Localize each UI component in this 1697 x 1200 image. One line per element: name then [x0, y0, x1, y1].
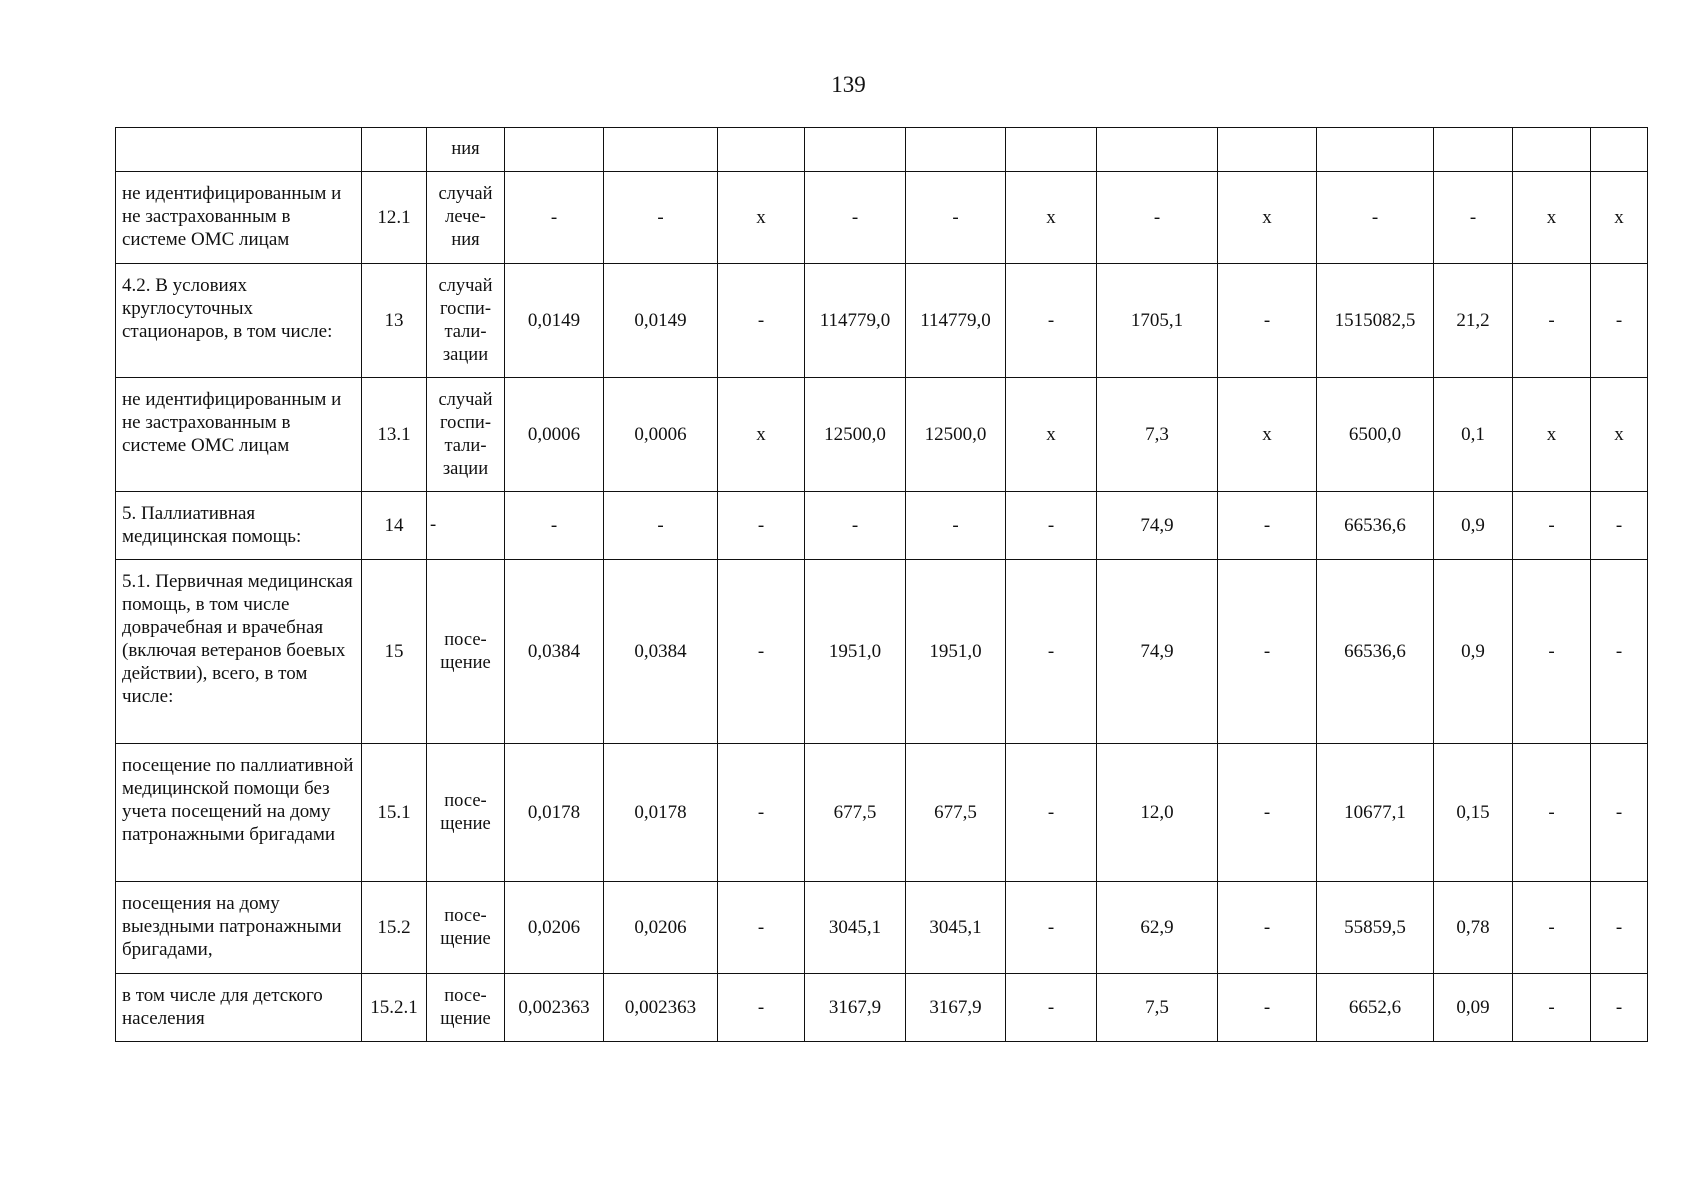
row-code-cell: 15.2 — [362, 882, 427, 974]
value-cell: 1705,1 — [1097, 264, 1218, 378]
value-cell: 0,9 — [1434, 560, 1513, 744]
value-cell: 114779,0 — [805, 264, 906, 378]
value-cell: - — [1218, 560, 1317, 744]
value-cell: 1515082,5 — [1317, 264, 1434, 378]
unit-cell — [427, 378, 505, 492]
value-cell: - — [805, 172, 906, 264]
unit-cell — [427, 560, 505, 744]
value-cell: - — [1591, 264, 1648, 378]
value-cell: - — [505, 492, 604, 560]
value-cell — [1218, 128, 1317, 172]
value-cell: - — [1513, 492, 1591, 560]
value-cell — [718, 128, 805, 172]
value-cell: - — [604, 492, 718, 560]
value-cell: - — [1006, 882, 1097, 974]
value-cell: - — [718, 882, 805, 974]
value-cell: 0,0384 — [505, 560, 604, 744]
row-name-cell: 5.1. Первичная медицинская помощь, в том числе доврачебная и врачебная (включая ветеранов боевых действии), всего, в том числе: — [116, 560, 362, 744]
data-table — [115, 127, 1648, 1042]
value-cell — [1513, 128, 1591, 172]
table-row — [116, 172, 1648, 264]
value-cell: 0,0149 — [505, 264, 604, 378]
unit-cell — [427, 264, 505, 378]
row-name-cell — [116, 128, 362, 172]
value-cell: х — [1006, 378, 1097, 492]
unit-line: - — [430, 515, 437, 535]
value-cell: 7,5 — [1097, 974, 1218, 1042]
value-cell: - — [1591, 560, 1648, 744]
value-cell: 0,0206 — [604, 882, 718, 974]
value-cell: - — [1591, 492, 1648, 560]
value-cell — [805, 128, 906, 172]
value-cell: х — [1218, 378, 1317, 492]
value-cell: - — [505, 172, 604, 264]
row-name-cell: 4.2. В условиях круглосуточных стационаров, в том числе: — [116, 264, 362, 378]
row-code-cell: 12.1 — [362, 172, 427, 264]
value-cell: - — [1591, 744, 1648, 882]
value-cell: х — [1006, 172, 1097, 264]
value-cell: - — [906, 172, 1006, 264]
unit-cell — [427, 128, 505, 172]
value-cell: - — [718, 492, 805, 560]
value-cell: х — [718, 172, 805, 264]
table-row — [116, 264, 1648, 378]
unit-cell — [427, 882, 505, 974]
value-cell: 6652,6 — [1317, 974, 1434, 1042]
value-cell: - — [1218, 264, 1317, 378]
value-cell: 0,0178 — [604, 744, 718, 882]
row-name-cell: посещения на дому выездными патронажными бригадами, — [116, 882, 362, 974]
row-code-cell: 15.2.1 — [362, 974, 427, 1042]
value-cell: - — [1513, 264, 1591, 378]
value-cell: - — [718, 560, 805, 744]
unit-line: госпи- — [439, 412, 491, 433]
value-cell: 12,0 — [1097, 744, 1218, 882]
value-cell: 66536,6 — [1317, 560, 1434, 744]
value-cell: 0,78 — [1434, 882, 1513, 974]
value-cell: 66536,6 — [1317, 492, 1434, 560]
value-cell — [604, 128, 718, 172]
page-number: 139 — [831, 72, 866, 97]
value-cell: - — [1218, 744, 1317, 882]
unit-line: ния — [451, 230, 480, 250]
value-cell: х — [1218, 172, 1317, 264]
value-cell: 0,002363 — [505, 974, 604, 1042]
value-cell: 1951,0 — [906, 560, 1006, 744]
table-row — [116, 882, 1648, 974]
value-cell — [906, 128, 1006, 172]
value-cell: - — [1006, 560, 1097, 744]
row-name-cell: 5. Паллиативная медицинская помощь: — [116, 492, 362, 560]
value-cell: - — [1218, 882, 1317, 974]
value-cell: - — [1591, 882, 1648, 974]
value-cell — [1006, 128, 1097, 172]
value-cell: 12500,0 — [805, 378, 906, 492]
value-cell: х — [1591, 378, 1648, 492]
table-row — [116, 744, 1648, 882]
value-cell: 3045,1 — [906, 882, 1006, 974]
table-row — [116, 560, 1648, 744]
value-cell: х — [1513, 172, 1591, 264]
value-cell: - — [1097, 172, 1218, 264]
table-row — [116, 128, 1648, 172]
unit-line: зации — [442, 344, 489, 365]
value-cell: - — [718, 974, 805, 1042]
row-name-cell: не идентифицированным и не застрахованным в системе ОМС лицам — [116, 172, 362, 264]
row-name-cell: посещение по паллиативной медицинской помощи без учета посещений на дому патронажными бригадами — [116, 744, 362, 882]
value-cell: - — [718, 744, 805, 882]
value-cell: - — [1513, 974, 1591, 1042]
row-code-cell — [362, 128, 427, 172]
value-cell: - — [1591, 974, 1648, 1042]
row-name-cell: не идентифицированным и не застрахованным в системе ОМС лицам — [116, 378, 362, 492]
row-name-cell: в том числе для детского населения — [116, 974, 362, 1042]
value-cell: 10677,1 — [1317, 744, 1434, 882]
value-cell: 74,9 — [1097, 560, 1218, 744]
value-cell: 0,0006 — [604, 378, 718, 492]
value-cell: - — [1006, 492, 1097, 560]
unit-cell — [427, 744, 505, 882]
value-cell: 677,5 — [805, 744, 906, 882]
value-cell: - — [604, 172, 718, 264]
unit-line: ния — [451, 139, 480, 159]
value-cell: 1951,0 — [805, 560, 906, 744]
value-cell: 0,0149 — [604, 264, 718, 378]
value-cell: 0,9 — [1434, 492, 1513, 560]
value-cell: 0,15 — [1434, 744, 1513, 882]
value-cell: 3167,9 — [805, 974, 906, 1042]
table-row — [116, 378, 1648, 492]
unit-line: госпи- — [439, 298, 491, 319]
value-cell: 7,3 — [1097, 378, 1218, 492]
value-cell: 55859,5 — [1317, 882, 1434, 974]
value-cell — [1317, 128, 1434, 172]
value-cell: - — [1513, 882, 1591, 974]
value-cell: - — [906, 492, 1006, 560]
row-code-cell: 15.1 — [362, 744, 427, 882]
unit-line: зации — [442, 458, 489, 479]
unit-line: щение — [440, 1008, 491, 1029]
value-cell: 6500,0 — [1317, 378, 1434, 492]
row-code-cell: 14 — [362, 492, 427, 560]
value-cell: - — [1006, 744, 1097, 882]
unit-cell — [427, 974, 505, 1042]
unit-line: лече- — [445, 207, 486, 227]
value-cell: - — [1218, 974, 1317, 1042]
value-cell: 0,002363 — [604, 974, 718, 1042]
value-cell: 3167,9 — [906, 974, 1006, 1042]
value-cell: 74,9 — [1097, 492, 1218, 560]
value-cell: - — [1006, 264, 1097, 378]
value-cell: 12500,0 — [906, 378, 1006, 492]
table-row — [116, 974, 1648, 1042]
value-cell: 0,0178 — [505, 744, 604, 882]
value-cell: 0,0006 — [505, 378, 604, 492]
table-row — [116, 492, 1648, 560]
value-cell: х — [1513, 378, 1591, 492]
value-cell: 677,5 — [906, 744, 1006, 882]
value-cell: - — [718, 264, 805, 378]
unit-line: щение — [440, 813, 491, 834]
value-cell — [505, 128, 604, 172]
value-cell: 0,0384 — [604, 560, 718, 744]
unit-cell — [427, 172, 505, 264]
value-cell: 21,2 — [1434, 264, 1513, 378]
value-cell: 62,9 — [1097, 882, 1218, 974]
value-cell: 0,1 — [1434, 378, 1513, 492]
unit-line: случай — [438, 275, 493, 296]
value-cell: 3045,1 — [805, 882, 906, 974]
row-code-cell: 13.1 — [362, 378, 427, 492]
unit-line: посе- — [444, 790, 487, 811]
value-cell — [1097, 128, 1218, 172]
row-code-cell: 15 — [362, 560, 427, 744]
unit-line: тали- — [444, 435, 487, 456]
value-cell: - — [1513, 560, 1591, 744]
value-cell: - — [1218, 492, 1317, 560]
unit-line: случай — [438, 389, 493, 410]
unit-line: посе- — [444, 905, 487, 926]
unit-line: щение — [440, 928, 491, 949]
value-cell: - — [1513, 744, 1591, 882]
value-cell: - — [1006, 974, 1097, 1042]
value-cell — [1591, 128, 1648, 172]
unit-line: случай — [438, 184, 493, 204]
value-cell: - — [805, 492, 906, 560]
value-cell: 0,09 — [1434, 974, 1513, 1042]
value-cell: х — [718, 378, 805, 492]
value-cell: х — [1591, 172, 1648, 264]
row-code-cell: 13 — [362, 264, 427, 378]
value-cell: - — [1434, 172, 1513, 264]
unit-line: тали- — [444, 321, 487, 342]
unit-line: посе- — [444, 985, 487, 1006]
unit-line: посе- — [444, 629, 487, 650]
value-cell: 0,0206 — [505, 882, 604, 974]
value-cell: 114779,0 — [906, 264, 1006, 378]
value-cell — [1434, 128, 1513, 172]
value-cell: - — [1317, 172, 1434, 264]
unit-line: щение — [440, 652, 491, 673]
unit-cell — [427, 492, 505, 560]
